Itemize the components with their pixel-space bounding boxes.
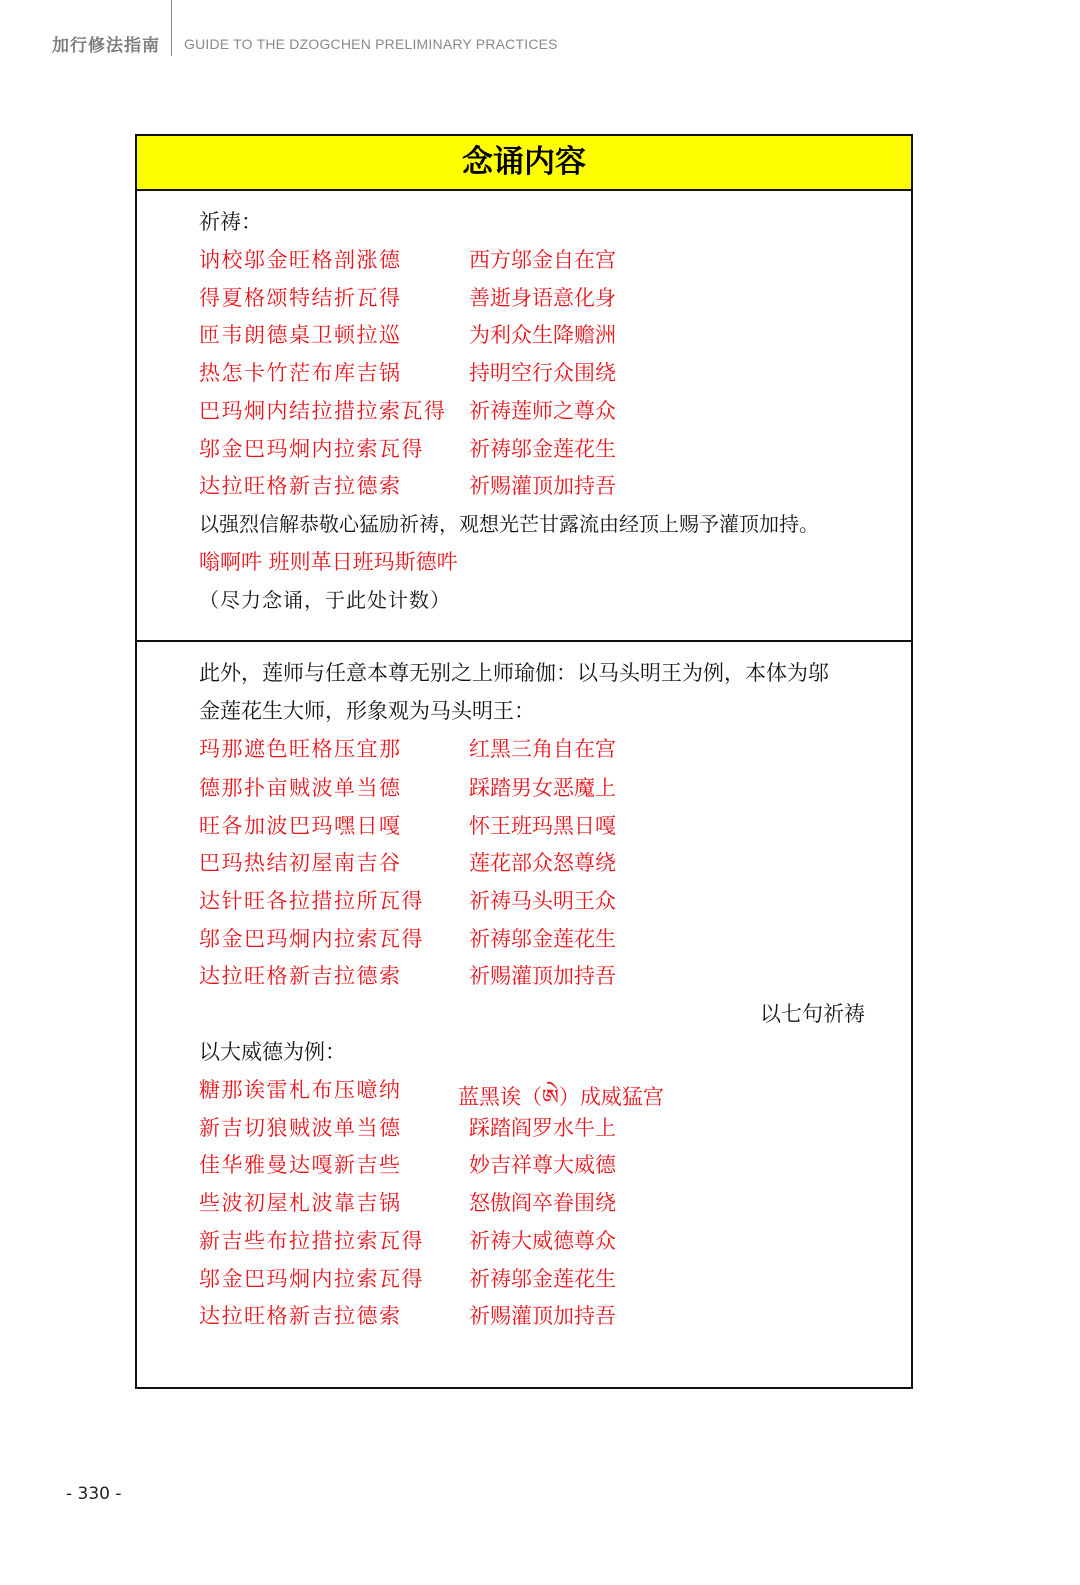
prayer-heading: 祈祷： — [199, 210, 262, 234]
verse-right: 红黑三角自在宫 — [469, 737, 616, 761]
verse-left: 玛那遮色旺格压宜那 — [199, 737, 402, 761]
verse-right: 蓝黑诶（ཨེ）成威猛宫 — [458, 1085, 664, 1109]
verse-right: 祈祷莲师之尊众 — [469, 399, 616, 423]
verse-right: 为利众生降赡洲 — [469, 323, 616, 347]
verse-left: 新吉些布拉措拉索瓦得 — [199, 1229, 424, 1253]
verse-left: 巴玛炯内结拉措拉索瓦得 — [199, 399, 447, 423]
verse-right: 祈祷邬金莲花生 — [469, 437, 616, 461]
verse-right: 妙吉祥尊大威德 — [469, 1153, 616, 1177]
verse-left: 热怎卡竹茫布库吉锅 — [199, 361, 402, 385]
verse-right: 怀王班玛黑日嘎 — [469, 814, 616, 838]
recitation-box — [135, 134, 913, 1389]
header-title-en: GUIDE TO THE DZOGCHEN PRELIMINARY PRACTICES — [184, 36, 558, 52]
intro-line: 此外，莲师与任意本尊无别之上师瑜伽：以马头明王为例，本体为邬 — [199, 661, 829, 685]
verse-left: 讷校邬金旺格剖涨德 — [199, 248, 402, 272]
count-note: （尽力念诵，于此处计数） — [199, 588, 451, 612]
page-number: - 330 - — [66, 1484, 122, 1504]
verse-left: 旺各加波巴玛嘿日嘎 — [199, 814, 402, 838]
verse-left: 巴玛热结初屋南吉谷 — [199, 851, 402, 875]
verse-right: 怒傲阎卒眷围绕 — [469, 1191, 616, 1215]
verse-left: 邬金巴玛炯内拉索瓦得 — [199, 437, 424, 461]
intro-line: 金莲花生大师，形象观为马头明王： — [199, 699, 535, 723]
verse-left: 德那扑亩贼波单当德 — [199, 776, 402, 800]
verse-right: 祈赐灌顶加持吾 — [469, 474, 616, 498]
header-title-cn: 加行修法指南 — [52, 36, 160, 56]
verse-right: 踩踏男女恶魔上 — [469, 776, 616, 800]
verse-right: 祈赐灌顶加持吾 — [469, 964, 616, 988]
verse-left: 些波初屋札波靠吉锅 — [199, 1191, 402, 1215]
verse-left: 糖那诶雷札布压噫纳 — [199, 1078, 402, 1102]
verse-left: 邬金巴玛炯内拉索瓦得 — [199, 1267, 424, 1291]
verse-right: 祈赐灌顶加持吾 — [469, 1304, 616, 1328]
verse-right: 祈祷邬金莲花生 — [469, 927, 616, 951]
verse-right: 祈祷马头明王众 — [469, 889, 616, 913]
verse-right: 持明空行众围绕 — [469, 361, 616, 385]
verse-right: 祈祷大威德尊众 — [469, 1229, 616, 1253]
page-header — [0, 0, 1080, 80]
verse-right: 莲花部众怒尊绕 — [469, 851, 616, 875]
instruction-text: 以强烈信解恭敬心猛励祈祷，观想光芒甘露流由经顶上赐予灌顶加持。 — [199, 512, 819, 536]
header-divider — [171, 0, 172, 56]
verse-right: 踩踏阎罗水牛上 — [469, 1116, 616, 1140]
section-divider — [137, 640, 911, 642]
verse-left: 达针旺各拉措拉所瓦得 — [199, 889, 424, 913]
example-heading: 以大威德为例： — [199, 1040, 346, 1064]
verse-left: 达拉旺格新吉拉德索 — [199, 964, 402, 988]
verse-left: 达拉旺格新吉拉德索 — [199, 474, 402, 498]
verse-left: 佳华雅曼达嘎新吉些 — [199, 1153, 402, 1177]
verse-right: 西方邬金自在宫 — [469, 248, 616, 272]
verse-left: 达拉旺格新吉拉德索 — [199, 1304, 402, 1328]
verse-right: 善逝身语意化身 — [469, 286, 616, 310]
box-title: 念诵内容 — [137, 136, 911, 191]
verse-left: 新吉切狼贼波单当德 — [199, 1116, 402, 1140]
verse-left: 得夏格颂特结折瓦得 — [199, 286, 402, 310]
mantra-text: 嗡啊吽 班则革日班玛斯德吽 — [199, 550, 458, 574]
verse-left: 匝韦朗德桌卫顿拉巡 — [199, 323, 402, 347]
verse-right: 祈祷邬金莲花生 — [469, 1267, 616, 1291]
seven-line-note: 以七句祈祷 — [760, 1002, 865, 1026]
verse-left: 邬金巴玛炯内拉索瓦得 — [199, 927, 424, 951]
